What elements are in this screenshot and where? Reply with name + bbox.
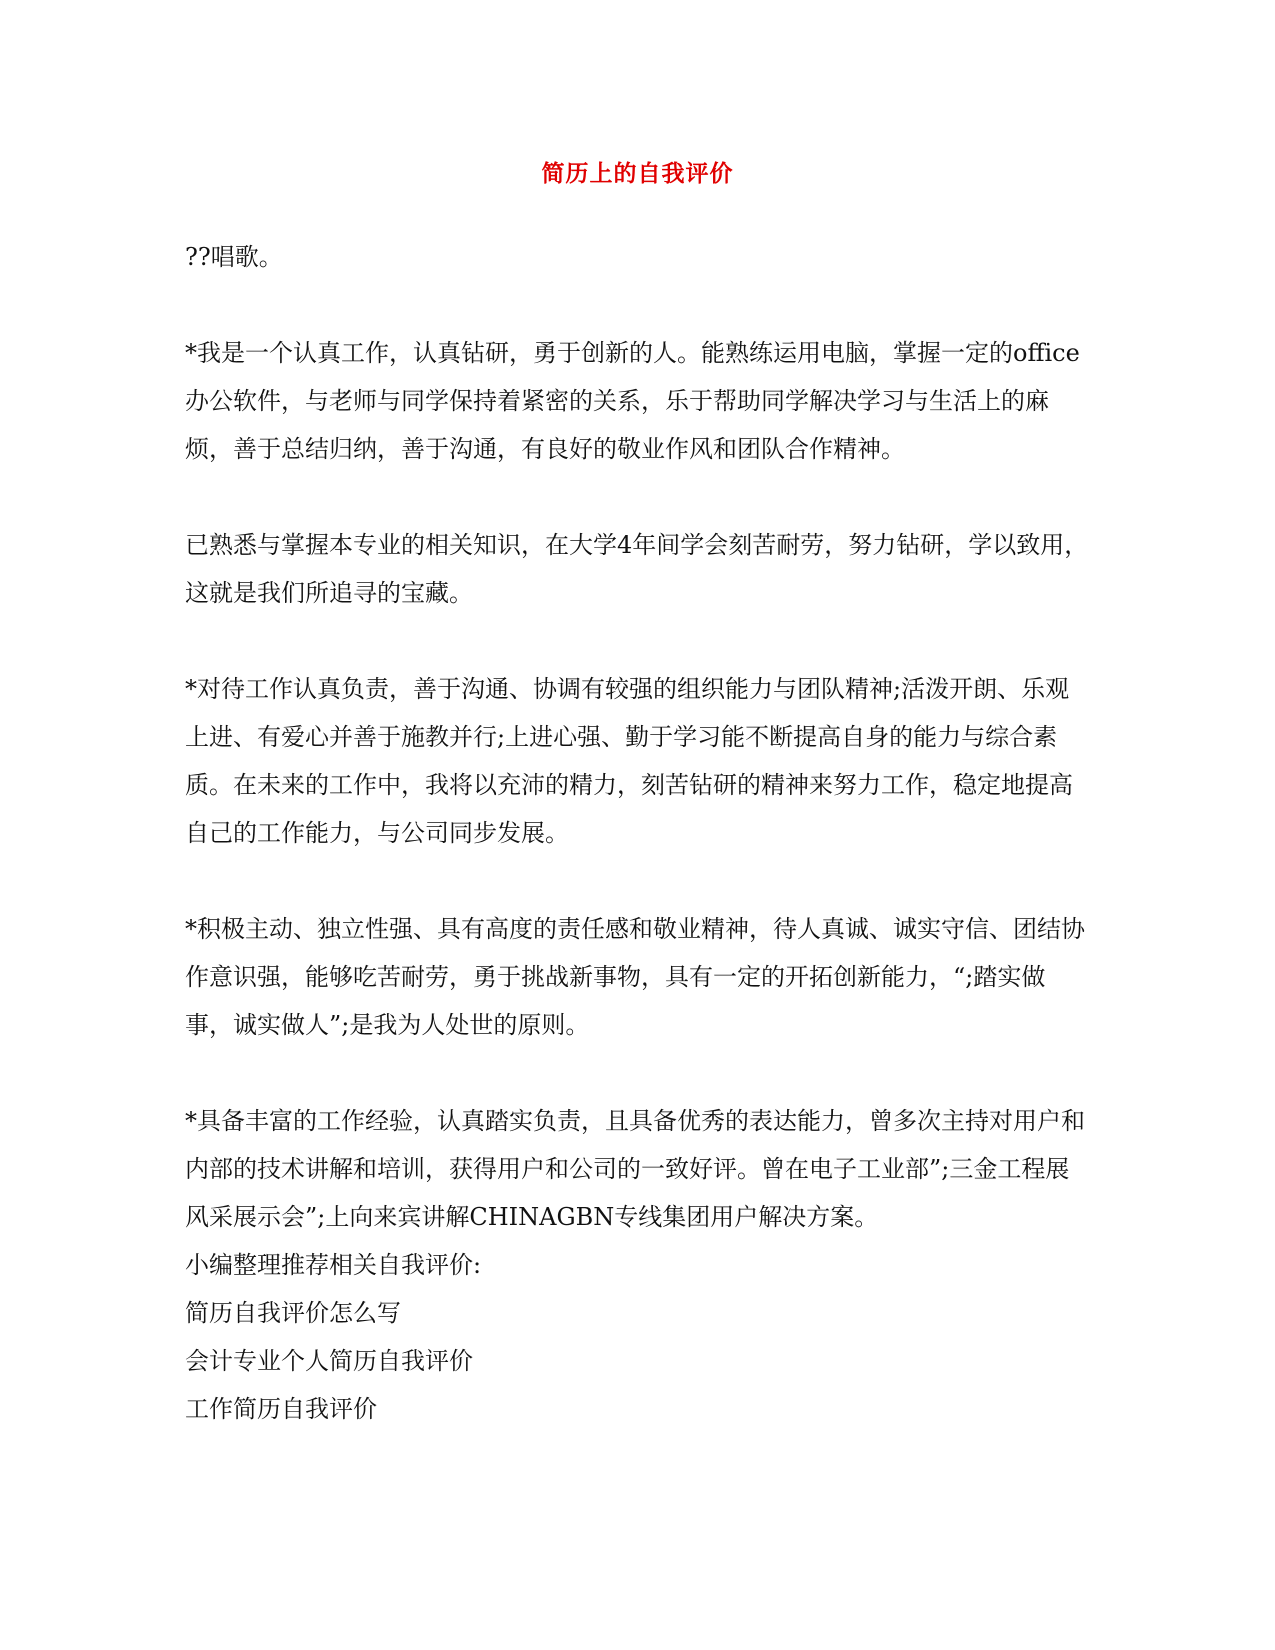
related-link-3[interactable]: 工作简历自我评价 [185, 1395, 377, 1423]
paragraph-3: *对待工作认真负责，善于沟通、协调有较强的组织能力与团队精神;活泼开朗、乐观上进、有爱心并善于施教并行;上进心强、勤于学习能不断提高自身的能力与综合素质。在未来的工作中，我将以充沛的精力，刻苦钻研的精神来努力工作，稳定地提高自己的工作能力，与公司同步发展。 [185, 675, 1073, 847]
document-body [185, 233, 1090, 1433]
paragraph-4: *积极主动、独立性强、具有高度的责任感和敬业精神，待人真诚、诚实守信、团结协作意识强，能够吃苦耐劳，勇于挑战新事物，具有一定的开拓创新能力，“;踏实做事，诚实做人”;是我为人处世的原则。 [185, 915, 1085, 1039]
paragraph-2: 已熟悉与掌握本专业的相关知识，在大学4年间学会刻苦耐劳，努力钻研，学以致用，这就是我们所追寻的宝藏。 [185, 531, 1089, 607]
related-heading: 小编整理推荐相关自我评价: [185, 1251, 482, 1279]
document-title: 简历上的自我评价 [541, 160, 734, 187]
related-link-1[interactable]: 简历自我评价怎么写 [185, 1299, 401, 1327]
related-link-2[interactable]: 会计专业个人简历自我评价 [185, 1347, 473, 1375]
paragraph-1: *我是一个认真工作，认真钻研，勇于创新的人。能熟练运用电脑，掌握一定的office办公软件，与老师与同学保持着紧密的关系，乐于帮助同学解决学习与生活上的麻烦，善于总结归纳，善于沟通，有良好的敬业作风和团队合作精神。 [185, 339, 1080, 463]
paragraph-5: *具备丰富的工作经验，认真踏实负责，且具备优秀的表达能力，曾多次主持对用户和内部的技术讲解和培训，获得用户和公司的一致好评。曾在电子工业部”;三金工程展风采展示会”;上向来宾讲解CHINAGBN专线集团用户解决方案。 [185, 1107, 1085, 1231]
paragraph-intro: ??唱歌。 [185, 243, 283, 271]
